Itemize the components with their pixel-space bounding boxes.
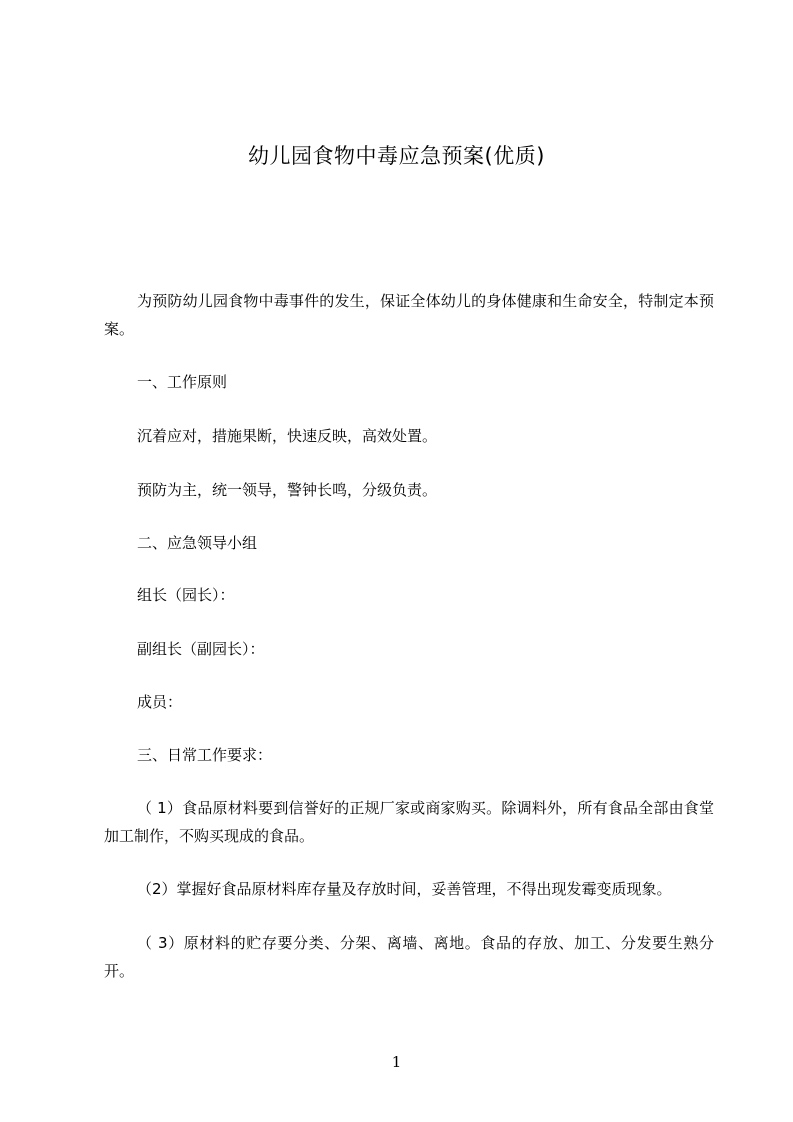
document-title: 幼儿园食物中毒应急预案(优质) — [248, 144, 545, 168]
requirement-item-3: （ 3）原材料的贮存要分类、分架、离墙、离地。食品的存放、加工、分发要生熟分开。 — [104, 934, 714, 980]
page-number: 1 — [391, 1053, 402, 1071]
deputy-leader-line: 副组长（副园长）： — [137, 640, 265, 658]
section-heading-leadership: 二、应急领导小组 — [137, 534, 258, 552]
leader-line: 组长（园长）： — [137, 586, 235, 604]
section-heading-principles: 一、工作原则 — [137, 373, 228, 391]
members-line: 成员： — [137, 693, 183, 711]
section-heading-daily-requirements: 三、日常工作要求： — [137, 746, 273, 764]
principle-line-2: 预防为主，统一领导，警钟长鸣，分级负责。 — [137, 481, 438, 499]
intro-paragraph: 为预防幼儿园食物中毒事件的发生，保证全体幼儿的身体健康和生命安全，特制定本预案。 — [104, 292, 714, 338]
requirement-item-2: （2）掌握好食品原材料库存量及存放时间，妥善管理，不得出现发霉变质现象。 — [137, 880, 672, 898]
requirement-item-1: （ 1）食品原材料要到信誉好的正规厂家或商家购买。除调料外，所有食品全部由食堂加工制作，不购买现成的食品。 — [104, 799, 714, 845]
principle-line-1: 沉着应对，措施果断，快速反映，高效处置。 — [137, 427, 438, 445]
